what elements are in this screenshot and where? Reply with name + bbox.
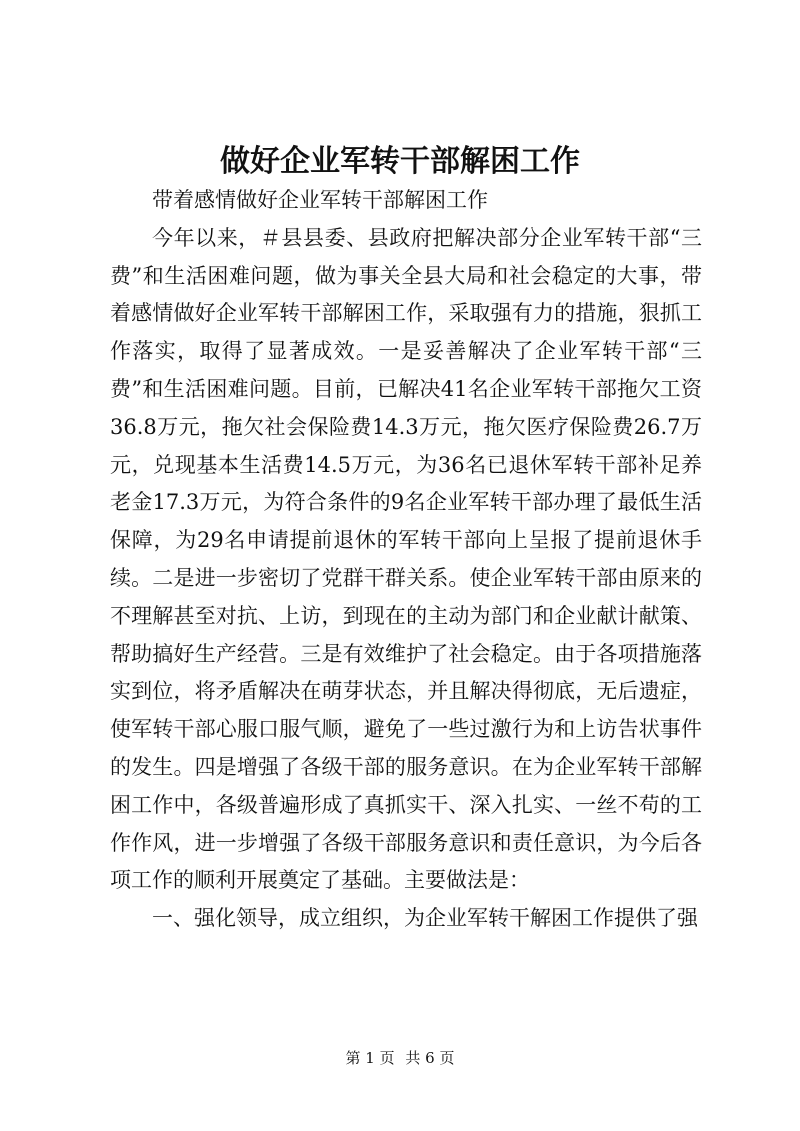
page-total: 共 6 页 — [405, 1049, 455, 1067]
subtitle-paragraph: 带着感情做好企业军转干部解困工作 — [152, 188, 488, 212]
page-footer — [0, 1048, 800, 1068]
body-paragraph: 今年以来，＃县县委、县政府把解决部分企业军转干部“三费”和生活困难问题，做为事关全县大局和社会稳定的大事，带着感情做好企业军转干部解困工作，采取强有力的措施，狠抓工作落实，取得了显著成效。一是妥善解决了企业军转干部“三费”和生活困难问题。目前，已解决41名企业军转干部拖欠工资36.8万元，拖欠社会保险费14.3万元，拖欠医疗保险费26.7万元，兑现基本生活费14.5万元，为36名已退休军转干部补足养老金17.3万元，为符合条件的9名企业军转干部办理了最低生活保障，为29名申请提前退休的军转干部向上呈报了提前退休手续。二是进一步密切了党群干群关系。使企业军转干部由原来的不理解甚至对抗、上访，到现在的主动为部门和企业献计献策、帮助搞好生产经营。三是有效维护了社会稳定。由于各项措施落实到位，将矛盾解决在萌芽状态，并且解决得彻底，无后遗症，使军转干部心服口服气顺，避免了一些过激行为和上访告状事件的发生。四是增强了各级干部的服务意识。在为企业军转干部解困工作中，各级普遍形成了真抓实干、深入扎实、一丝不苟的工作作风，进一步增强了各级干部服务意识和责任意识，为今后各项工作的顺利开展奠定了基础。主要做法是： — [110, 225, 702, 893]
section-heading-paragraph: 一、强化领导，成立组织，为企业军转干解困工作提供了强 — [152, 906, 698, 931]
document-title: 做好企业军转干部解困工作 — [220, 144, 580, 179]
page-number: 第 1 页 — [345, 1049, 395, 1067]
document-body — [110, 182, 702, 938]
